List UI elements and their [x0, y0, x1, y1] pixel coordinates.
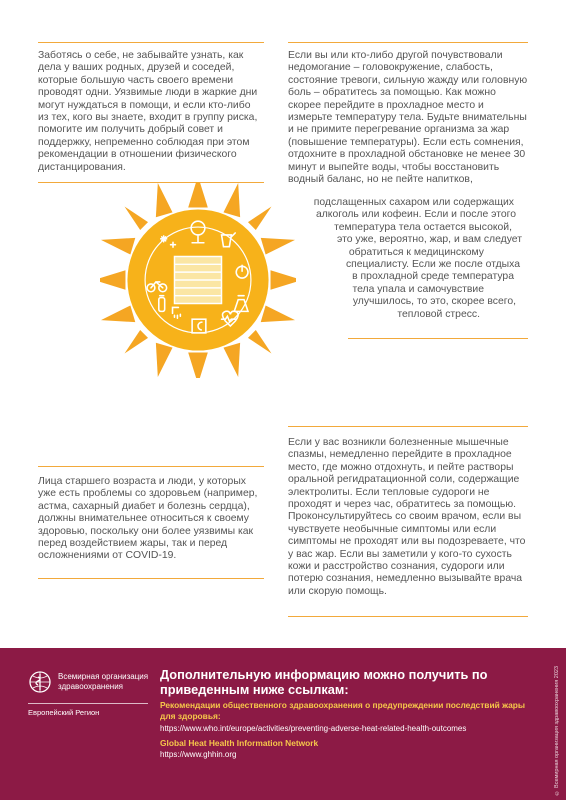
wrap-line: улучшилось, то это, скорее всего, — [352, 296, 516, 308]
top-right-bottom-rule — [348, 338, 528, 339]
elderly-care-paragraph: Заботясь о себе, не забывайте узнать, как дела у ваших родных, друзей и соседей, которые большую часть своего времени проводят одни. Уязвимые люди в жаркие дни могут нуждаться в помощи, и если кто-либо из тех, кого вы знаете, входит в группу риска, помогите им получить добрый совет и поддержку, непременно соблюдая при этом рекомендации в отношении физического дистанцирования. — [38, 50, 258, 173]
bottom-left-rule — [38, 466, 264, 467]
wrap-line: обратиться к медицинскому — [348, 246, 484, 258]
who-emblem-icon — [28, 670, 52, 694]
muscle-cramps-paragraph: Если у вас возникли болезненные мышечные спазмы, немедленно перейдите в прохладное место, где можно отдохнуть, и пейте растворы оральной регидратационной соли, содержащие электролиты. Если тепловые судороги не проходят и через час, обратитесь за помощью. Проконсультируйтесь со своим врачом, если вы чувствуете необычные симптомы или если симптомы не проходят или вы подозреваете, что у вас жар. Если вы заметили у кого-то сухость кожи и расстройство сознания, судороги или потерю сознания, немедленно вызывайте врача или скорую помощь. — [288, 437, 526, 597]
ghhin-link[interactable]: https://www.ghhin.org — [160, 750, 237, 759]
wrap-line: это уже, вероятно, жар, и вам следует — [337, 234, 522, 246]
wrap-line: в прохладной среде температура — [352, 271, 514, 283]
footer — [0, 648, 566, 800]
who-recommendations-link[interactable]: https://www.who.int/europe/activities/preventing-adverse-heat-related-health-outcomes — [160, 724, 467, 733]
symptoms-paragraph: Если вы или кто-либо другой почувствовали недомогание – головокружение, слабость, состояние тревоги, сильную жажду или головную боль – обратитесь за помощью. Как можно скорее перейдите в прохладное место и измерьте температуру тела. Будьте внимательны и не примите перегревание организма за жар (повышение температуры). Если есть сомнения, отдохните в прохладной обстановке не менее 30 минут и выпейте воды, чтобы восстановить водный баланс, но не пейте напитков, — [288, 50, 528, 186]
who-region: Европейский Регион — [28, 708, 100, 717]
wrap-line: алкоголь или кофеин. Если и после этого — [315, 209, 516, 221]
wrap-line: тела упала и самочувствие — [352, 283, 484, 295]
sun-illustration — [100, 182, 296, 378]
more-info-heading: Дополнительную информацию можно получить по приведенным ниже ссылкам: — [160, 667, 488, 697]
wrap-line: температура тела остается высокой, — [334, 221, 512, 233]
vulnerable-groups-paragraph: Лица старшего возраста и люди, у которых уже есть проблемы со здоровьем (например, астма, сахарный диабет и болезнь сердца), должны внимательнее относиться к своему здоровью, поскольку они более уязвимы как перед воздействием жары, так и перед осложнениями от COVID-19. — [38, 476, 258, 562]
bottom-right-bottom-rule — [288, 616, 528, 617]
top-left-rule — [38, 42, 264, 43]
symptoms-paragraph-continued — [288, 197, 528, 321]
who-org-name: Всемирная организация здравоохранения — [58, 672, 149, 691]
bottom-left-bottom-rule — [38, 578, 264, 579]
ghhin-title: Global Heat Health Information Network — [160, 738, 319, 748]
wrap-line: подслащенных сахаром или содержащих — [313, 197, 514, 208]
copyright-credit: © Всемирная организация здравоохранения 2023 — [554, 666, 560, 796]
bottom-right-rule — [288, 426, 528, 427]
wrap-line: специалисту. Если же после отдыха — [345, 259, 520, 271]
who-divider — [28, 703, 148, 704]
who-recommendations-title: Рекомендации общественного здравоохранения о предупреждении последствий жары для здоровья: — [160, 700, 526, 721]
wrap-line: тепловой стресс. — [397, 308, 480, 320]
top-right-rule — [288, 42, 528, 43]
